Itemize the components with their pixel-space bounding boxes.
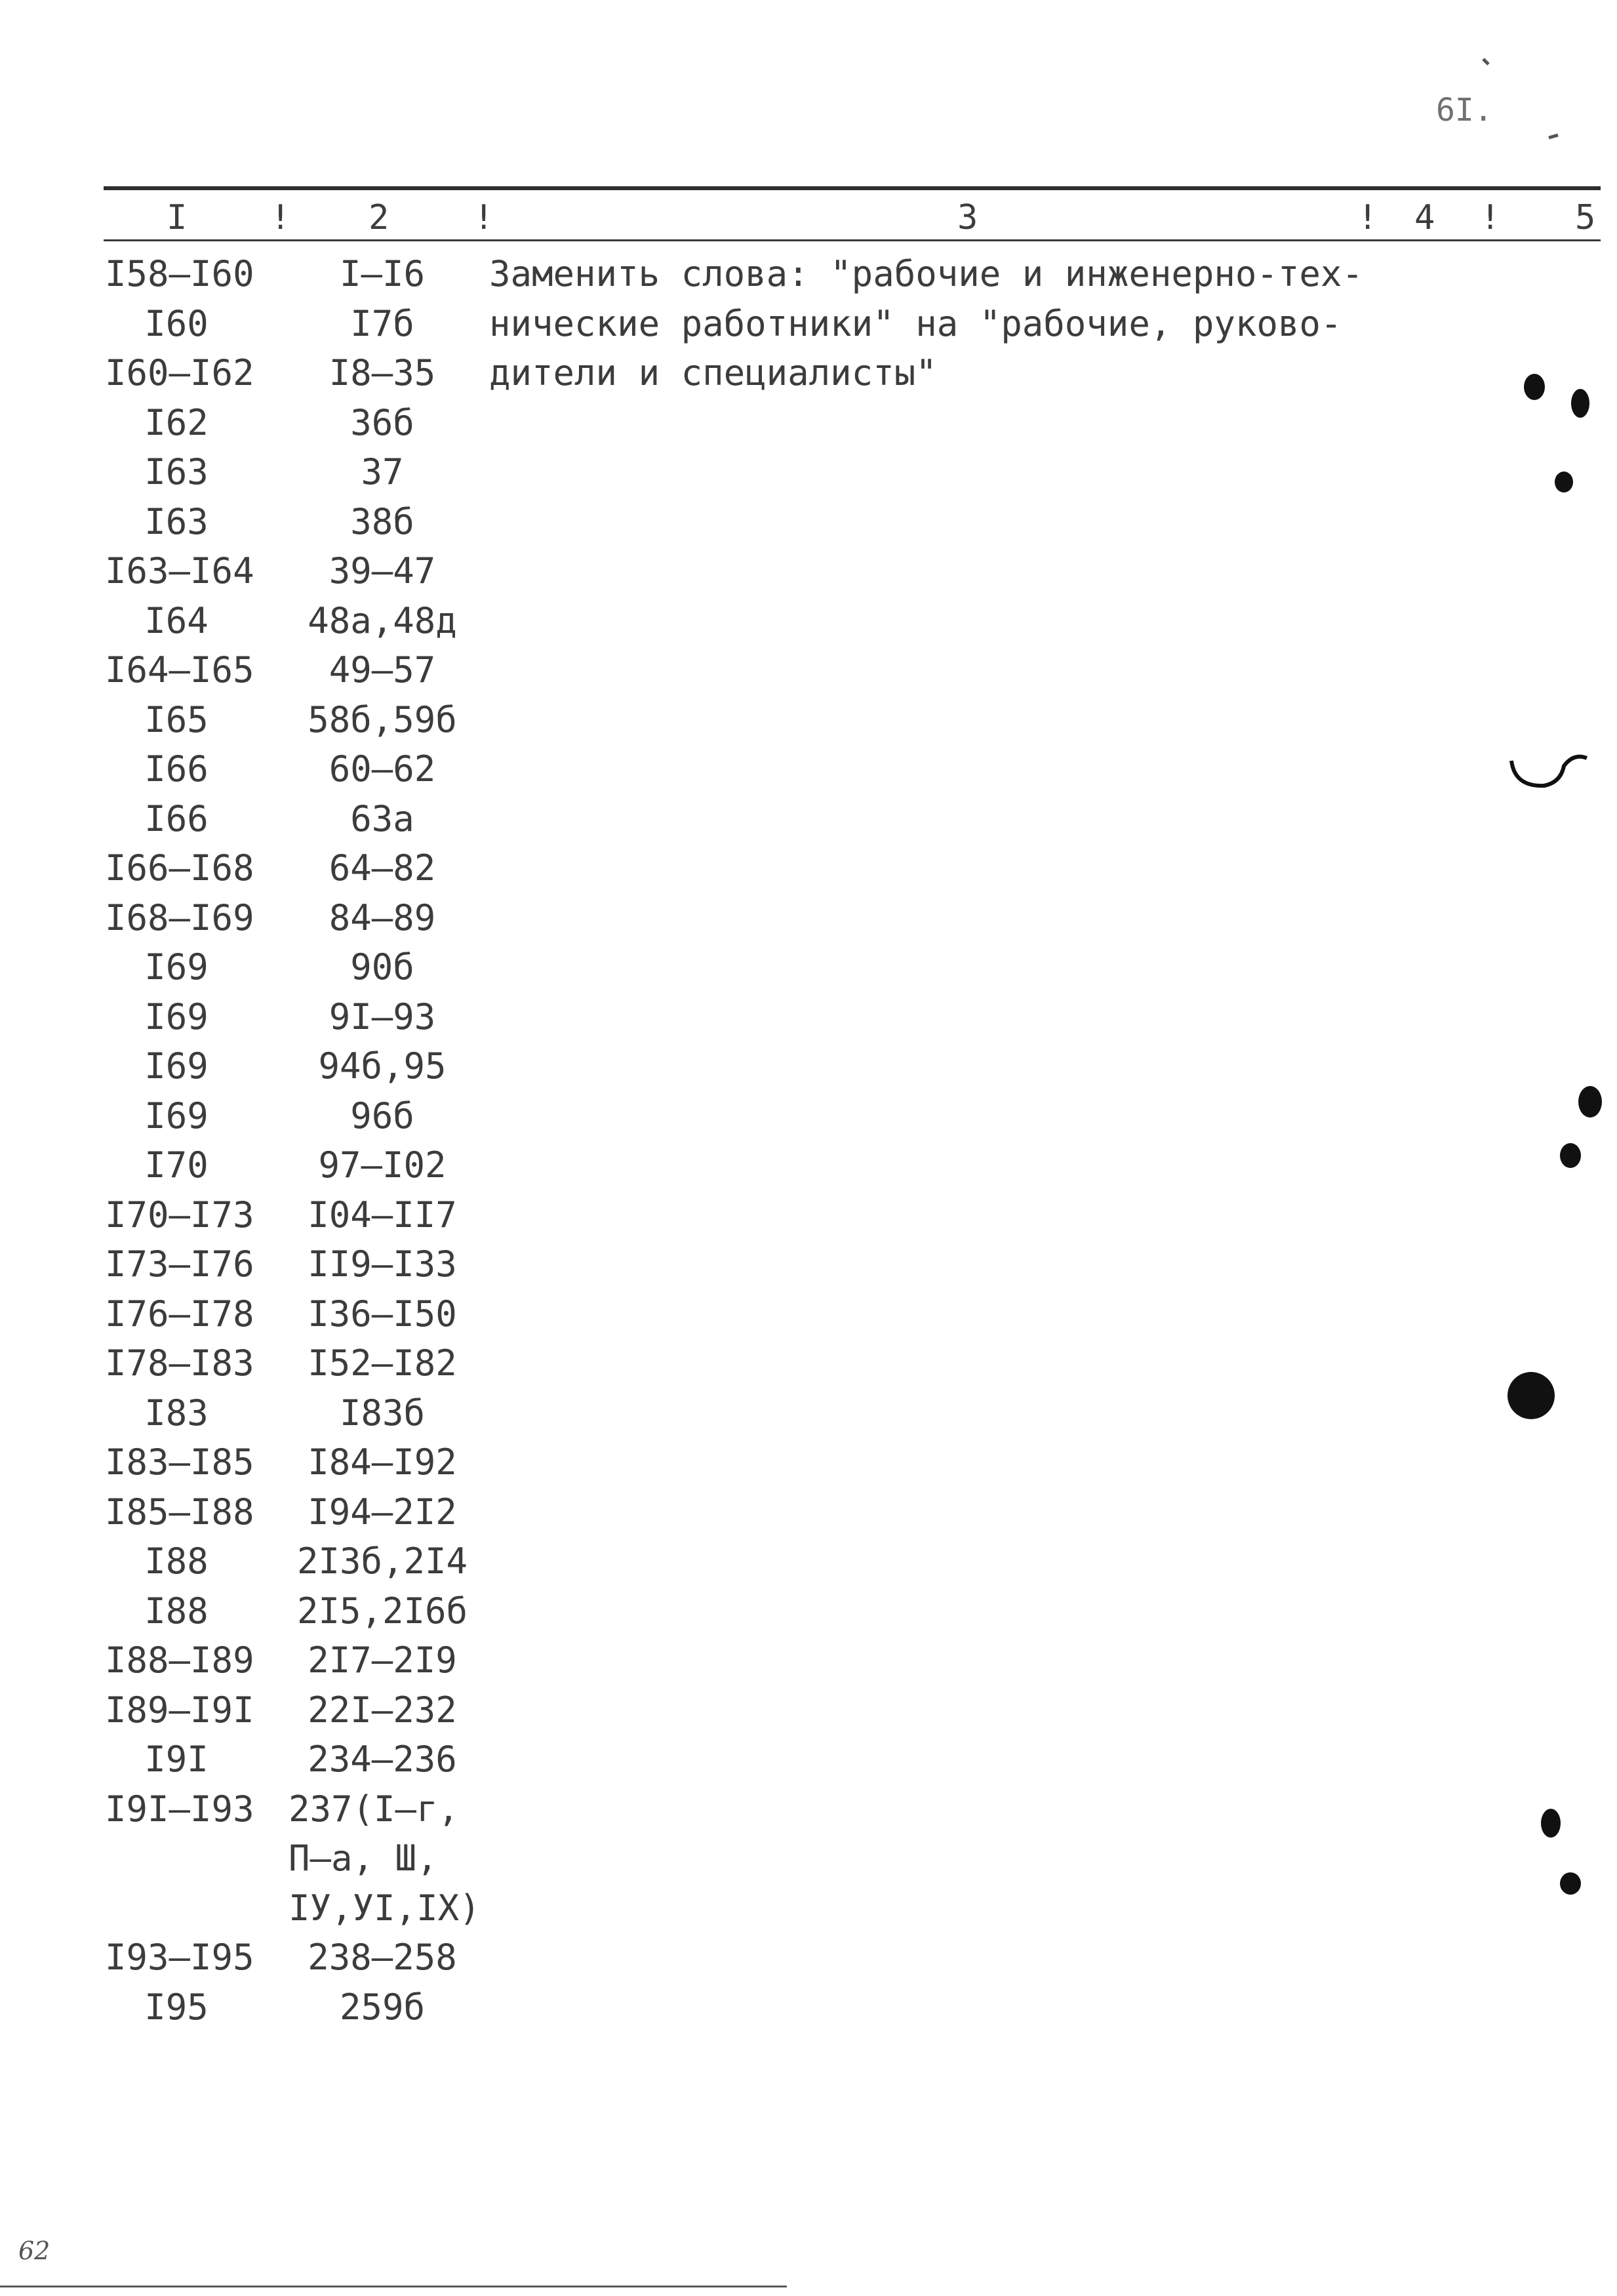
cell-col1: I69 — [144, 1045, 209, 1087]
cell-col2: 37 — [361, 451, 404, 493]
cell-col2: 63а — [350, 797, 414, 839]
header-separator: ! — [473, 198, 494, 237]
cell-col1: I76–I78 — [105, 1293, 254, 1335]
cell-col1: I95 — [144, 1986, 209, 2028]
header-col4: 4 — [1414, 198, 1435, 237]
cell-col2: 2I7–2I9 — [308, 1640, 457, 1681]
ink-blot — [1560, 1143, 1581, 1168]
cell-col2: 94б,95 — [318, 1045, 447, 1087]
col3-line: дители и специалисты" — [489, 352, 937, 393]
ink-mark — [1483, 59, 1488, 64]
cell-col2: 38б — [350, 500, 414, 542]
ink-blot — [1571, 389, 1589, 418]
ink-blot — [1555, 472, 1573, 493]
cell-col2: 22I–232 — [308, 1689, 457, 1731]
cell-col2: II9–I33 — [308, 1243, 457, 1285]
header-separator: ! — [1357, 198, 1378, 237]
cell-col1: I63–I64 — [105, 550, 254, 592]
cell-col1: I93–I95 — [105, 1937, 254, 1978]
cell-col2: 96б — [350, 1095, 414, 1137]
cell-col2: I94–2I2 — [308, 1491, 457, 1533]
cell-col2: 64–82 — [329, 847, 436, 889]
cell-col2: I8–35 — [329, 352, 436, 393]
cell-col2: 234–236 — [308, 1739, 457, 1780]
cell-col2: 58б,59б — [308, 698, 457, 740]
cell-col1: I88 — [144, 1541, 209, 1582]
cell-col2: I–I6 — [339, 253, 426, 294]
cell-col2: I7б — [350, 302, 414, 344]
cell-col2: 90б — [350, 946, 414, 988]
header-separator: ! — [1480, 198, 1501, 237]
ink-blot — [1541, 1809, 1561, 1838]
header-col3: 3 — [957, 198, 978, 237]
cell-col2: 36б — [350, 401, 414, 443]
cell-col1: I69 — [144, 946, 209, 988]
cell-col2: 237(I–г, — [289, 1788, 460, 1830]
cell-col2: 97–I02 — [318, 1144, 447, 1186]
ink-blot — [1507, 1372, 1555, 1419]
cell-col2: П–а, Ш, — [289, 1838, 438, 1879]
cell-col2: 48а,48д — [308, 599, 457, 641]
cell-col2: I83б — [339, 1392, 426, 1434]
cell-col2: 84–89 — [329, 896, 436, 938]
cell-col1: I69 — [144, 996, 209, 1037]
ink-blot — [1560, 1872, 1581, 1895]
cell-col1: I89–I9I — [105, 1689, 254, 1731]
cell-col1: I64–I65 — [105, 649, 254, 691]
cell-col1: I85–I88 — [105, 1491, 254, 1533]
ink-blot — [1524, 374, 1545, 400]
cell-col1: I58–I60 — [105, 253, 254, 294]
cell-col2: I36–I50 — [308, 1293, 457, 1335]
cell-col1: I88–I89 — [105, 1640, 254, 1681]
cell-col1: I66–I68 — [105, 847, 254, 889]
cell-col1: I73–I76 — [105, 1243, 254, 1285]
cell-col2: 2I3б,2I4 — [296, 1541, 468, 1582]
cell-col1: I65 — [144, 698, 209, 740]
cell-col1: I68–I69 — [105, 896, 254, 938]
cell-col2: 60–62 — [329, 748, 436, 790]
col3-line: нические работники" на "рабочие, руково- — [489, 302, 1342, 344]
header-col1: I — [167, 198, 188, 237]
cell-col1: I70 — [144, 1144, 209, 1186]
cell-col1: I88 — [144, 1590, 209, 1632]
cell-col2: 2I5,2I6б — [296, 1590, 468, 1632]
cell-col2: 9I–93 — [329, 996, 436, 1037]
cell-col2: IУ,УI,IX) — [289, 1887, 481, 1929]
cell-col1: I63 — [144, 500, 209, 542]
cell-col1: I63 — [144, 451, 209, 493]
ink-blot — [1578, 1086, 1602, 1118]
cell-col2: 238–258 — [308, 1937, 457, 1978]
cell-col1: I83–I85 — [105, 1441, 254, 1483]
cell-col1: I60–I62 — [105, 352, 254, 393]
page-number: 6I. — [1436, 92, 1493, 129]
cell-col1: I60 — [144, 302, 209, 344]
header-separator: ! — [270, 198, 291, 237]
cell-col1: I66 — [144, 748, 209, 790]
handwritten-corner-note: 62 — [18, 2236, 50, 2265]
cell-col2: 49–57 — [329, 649, 436, 691]
cell-col1: I9I — [144, 1739, 209, 1780]
cell-col1: I9I–I93 — [105, 1788, 254, 1830]
cell-col1: I78–I83 — [105, 1342, 254, 1384]
cell-col1: I62 — [144, 401, 209, 443]
cell-col1: I69 — [144, 1095, 209, 1137]
ink-mark — [1549, 135, 1558, 138]
cell-col1: I70–I73 — [105, 1194, 254, 1236]
cell-col2: 39–47 — [329, 550, 436, 592]
cell-col2: 259б — [339, 1986, 426, 2028]
cell-col1: I66 — [144, 797, 209, 839]
cell-col2: I84–I92 — [308, 1441, 457, 1483]
col3-line: Заменить слова: "рабочие и инженерно-тех- — [489, 253, 1363, 294]
cell-col2: I52–I82 — [308, 1342, 457, 1384]
cell-col1: I83 — [144, 1392, 209, 1434]
header-col5: 5 — [1575, 198, 1596, 237]
cell-col2: I04–II7 — [308, 1194, 457, 1236]
ink-curl — [1511, 757, 1587, 786]
cell-col1: I64 — [144, 599, 209, 641]
header-col2: 2 — [369, 198, 389, 237]
